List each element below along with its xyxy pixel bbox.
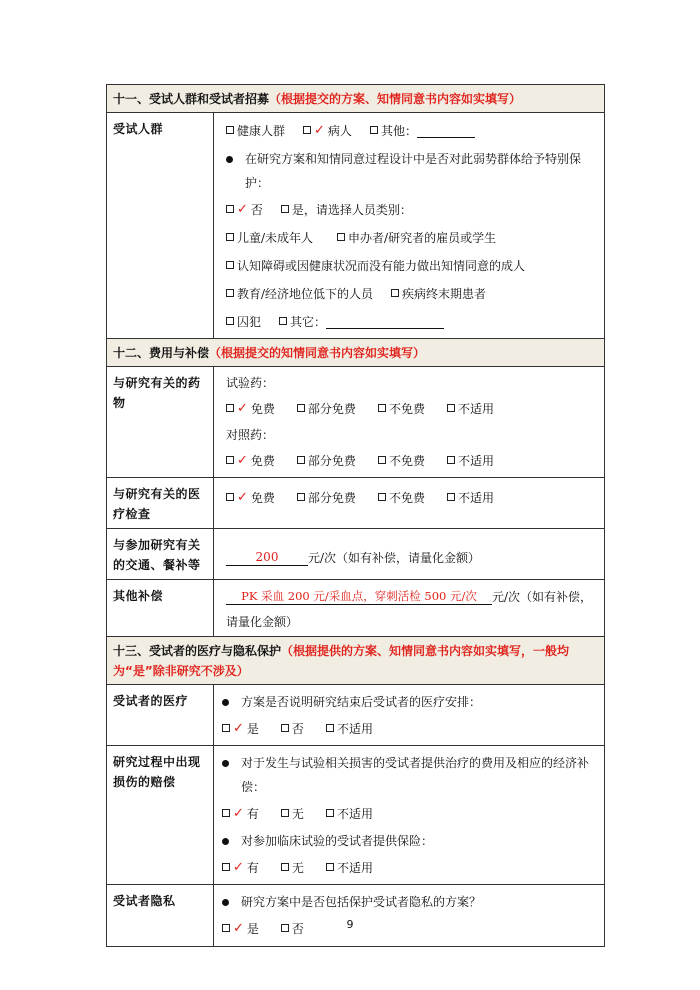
other-compensation-label: 其他补偿 — [113, 589, 164, 603]
checkbox-icon[interactable] — [281, 205, 289, 213]
section-11-title: 十一、受试人群和受试者招募 — [113, 92, 270, 106]
injury1-yes[interactable]: ✓ 有 — [222, 805, 259, 822]
bullet-icon — [222, 760, 229, 767]
section-13-title: 十三、受试者的医疗与隐私保护 — [113, 644, 282, 658]
option-patient[interactable]: ✓ 病人 — [303, 122, 352, 139]
test-drug-notfree[interactable]: 不免费 — [378, 400, 425, 417]
other-compensation-row — [107, 580, 605, 637]
injury-question-1: 对于发生与试验相关损害的受试者提供治疗的费用及相应的经济补偿： — [241, 756, 590, 794]
checkbox-icon[interactable] — [226, 456, 234, 464]
exam-partial[interactable]: 部分免费 — [297, 489, 356, 506]
checkbox-icon[interactable] — [391, 289, 399, 297]
check-mark-icon: ✓ — [233, 920, 244, 936]
option-impaired[interactable]: 认知障碍或因健康状况而没有能力做出知情同意的成人 — [226, 257, 525, 274]
privacy-row — [107, 885, 605, 947]
other-compensation-suffix: 元/次（如有补偿， — [492, 589, 593, 604]
control-drug-na[interactable]: 不适用 — [447, 452, 494, 469]
injury2-na[interactable]: 不适用 — [326, 859, 373, 876]
checkbox-icon[interactable] — [447, 456, 455, 464]
vulnerable-question: 在研究方案和知情同意过程设计中是否对此弱势群体给予特别保护： — [245, 152, 582, 190]
test-drug-label: 试验药： — [226, 375, 275, 390]
check-mark-icon: ✓ — [233, 805, 244, 821]
checkbox-icon[interactable] — [297, 456, 305, 464]
transport-amount-field[interactable]: 200 — [226, 549, 308, 566]
injury1-na[interactable]: 不适用 — [326, 805, 373, 822]
checkbox-icon[interactable] — [226, 404, 234, 412]
checkbox-icon[interactable] — [279, 317, 287, 325]
injury-label: 研究过程中出现损伤的赔偿 — [113, 755, 201, 789]
category-other-blank-field[interactable] — [326, 314, 444, 329]
medical-no[interactable]: 否 — [281, 720, 304, 737]
checkbox-icon[interactable] — [326, 724, 334, 732]
checkbox-icon[interactable] — [297, 404, 305, 412]
drug-cost-label: 与研究有关的药物 — [113, 376, 201, 410]
section-11-note: （根据提交的方案、知情同意书内容如实填写） — [269, 92, 522, 106]
checkbox-icon[interactable] — [281, 809, 289, 817]
checkbox-icon[interactable] — [226, 261, 234, 269]
privacy-no[interactable]: 否 — [281, 920, 304, 937]
checkbox-icon[interactable] — [378, 456, 386, 464]
control-drug-label: 对照药： — [226, 427, 275, 442]
test-drug-partial[interactable]: 部分免费 — [297, 400, 356, 417]
injury2-no[interactable]: 无 — [281, 859, 304, 876]
checkbox-icon[interactable] — [226, 126, 234, 134]
option-poor[interactable]: 教育/经济地位低下的人员 — [226, 285, 373, 302]
check-mark-icon: ✓ — [233, 720, 244, 736]
option-prisoner[interactable]: 囚犯 — [226, 313, 261, 330]
exam-notfree[interactable]: 不免费 — [378, 489, 425, 506]
section-12-header — [107, 339, 605, 367]
medical-label: 受试者的医疗 — [113, 694, 189, 708]
test-drug-na[interactable]: 不适用 — [447, 400, 494, 417]
exam-cost-row — [107, 478, 605, 529]
option-healthy[interactable]: 健康人群 — [226, 122, 285, 139]
injury1-no[interactable]: 无 — [281, 805, 304, 822]
check-mark-icon: ✓ — [237, 489, 248, 505]
checkbox-icon[interactable] — [378, 493, 386, 501]
injury-question-2: 对参加临床试验的受试者提供保险： — [241, 834, 434, 848]
control-drug-free[interactable]: ✓ 免费 — [226, 452, 275, 469]
other-blank-field[interactable] — [417, 123, 475, 138]
checkbox-icon[interactable] — [337, 233, 345, 241]
option-no[interactable]: ✓ 否 — [226, 201, 263, 218]
section-13-header — [107, 637, 605, 685]
option-minor[interactable]: 儿童/未成年人 — [226, 229, 313, 246]
checkbox-icon[interactable] — [447, 404, 455, 412]
privacy-label: 受试者隐私 — [113, 894, 176, 908]
medical-row — [107, 685, 605, 746]
control-drug-partial[interactable]: 部分免费 — [297, 452, 356, 469]
option-yes[interactable]: 是，请选择人员类别： — [281, 201, 412, 218]
option-terminal[interactable]: 疾病终末期患者 — [391, 285, 486, 302]
option-category-other[interactable]: 其它： — [279, 313, 444, 330]
check-mark-icon: ✓ — [237, 400, 248, 416]
population-row — [107, 113, 605, 339]
exam-na[interactable]: 不适用 — [447, 489, 494, 506]
medical-yes[interactable]: ✓ 是 — [222, 720, 259, 737]
control-drug-notfree[interactable]: 不免费 — [378, 452, 425, 469]
ethics-form-table — [106, 84, 605, 947]
bullet-icon — [222, 838, 229, 845]
checkbox-icon[interactable] — [378, 404, 386, 412]
injury2-yes[interactable]: ✓ 有 — [222, 859, 259, 876]
checkbox-icon[interactable] — [226, 493, 234, 501]
medical-question: 方案是否说明研究结束后受试者的医疗安排： — [241, 695, 482, 709]
checkbox-icon[interactable] — [222, 724, 230, 732]
check-mark-icon: ✓ — [237, 452, 248, 468]
drug-cost-row — [107, 367, 605, 478]
checkbox-icon[interactable] — [303, 126, 311, 134]
checkbox-icon[interactable] — [222, 809, 230, 817]
transport-row — [107, 529, 605, 580]
checkbox-icon[interactable] — [226, 233, 234, 241]
checkbox-icon[interactable] — [447, 493, 455, 501]
transport-suffix: 元/次（如有补偿，请量化金额） — [308, 550, 481, 565]
bullet-icon — [222, 899, 229, 906]
other-compensation-amount-field[interactable]: PK 采血 200 元/采血点，穿刺活检 500 元/次 — [226, 588, 492, 605]
injury-row — [107, 746, 605, 885]
bullet-icon — [226, 156, 233, 163]
bullet-icon — [222, 699, 229, 706]
exam-cost-label: 与研究有关的医疗检查 — [113, 487, 201, 521]
checkbox-icon[interactable] — [370, 126, 378, 134]
check-mark-icon: ✓ — [237, 201, 248, 217]
section-12-note: （根据提交的知情同意书内容如实填写） — [209, 346, 426, 360]
checkbox-icon[interactable] — [222, 863, 230, 871]
privacy-question: 研究方案中是否包括保护受试者隐私的方案？ — [241, 895, 482, 909]
checkbox-icon[interactable] — [326, 863, 334, 871]
test-drug-free[interactable]: ✓ 免费 — [226, 400, 275, 417]
option-employee[interactable]: 申办者/研究者的雇员或学生 — [337, 229, 496, 246]
option-other[interactable]: 其他： — [370, 122, 475, 139]
checkbox-icon[interactable] — [226, 289, 234, 297]
section-12-title: 十二、费用与补偿 — [113, 346, 210, 360]
checkbox-icon[interactable] — [281, 724, 289, 732]
medical-na[interactable]: 不适用 — [326, 720, 373, 737]
transport-label: 与参加研究有关的交通、餐补等 — [113, 538, 201, 572]
section-11-header — [107, 85, 605, 113]
checkbox-icon[interactable] — [297, 493, 305, 501]
check-mark-icon: ✓ — [233, 859, 244, 875]
other-compensation-suffix2: 请量化金额） — [226, 614, 299, 629]
section-13-note: （根据提供的方案、知情同意书内容如实填写，一般均为“是”除非研究不涉及） — [113, 644, 570, 678]
population-label: 受试人群 — [113, 122, 164, 136]
check-mark-icon: ✓ — [314, 122, 325, 138]
page-number: 9 — [346, 918, 354, 931]
privacy-yes[interactable]: ✓ 是 — [222, 920, 259, 937]
checkbox-icon[interactable] — [326, 809, 334, 817]
exam-free[interactable]: ✓ 免费 — [226, 489, 275, 506]
checkbox-icon[interactable] — [281, 863, 289, 871]
checkbox-icon[interactable] — [226, 205, 234, 213]
checkbox-icon[interactable] — [226, 317, 234, 325]
